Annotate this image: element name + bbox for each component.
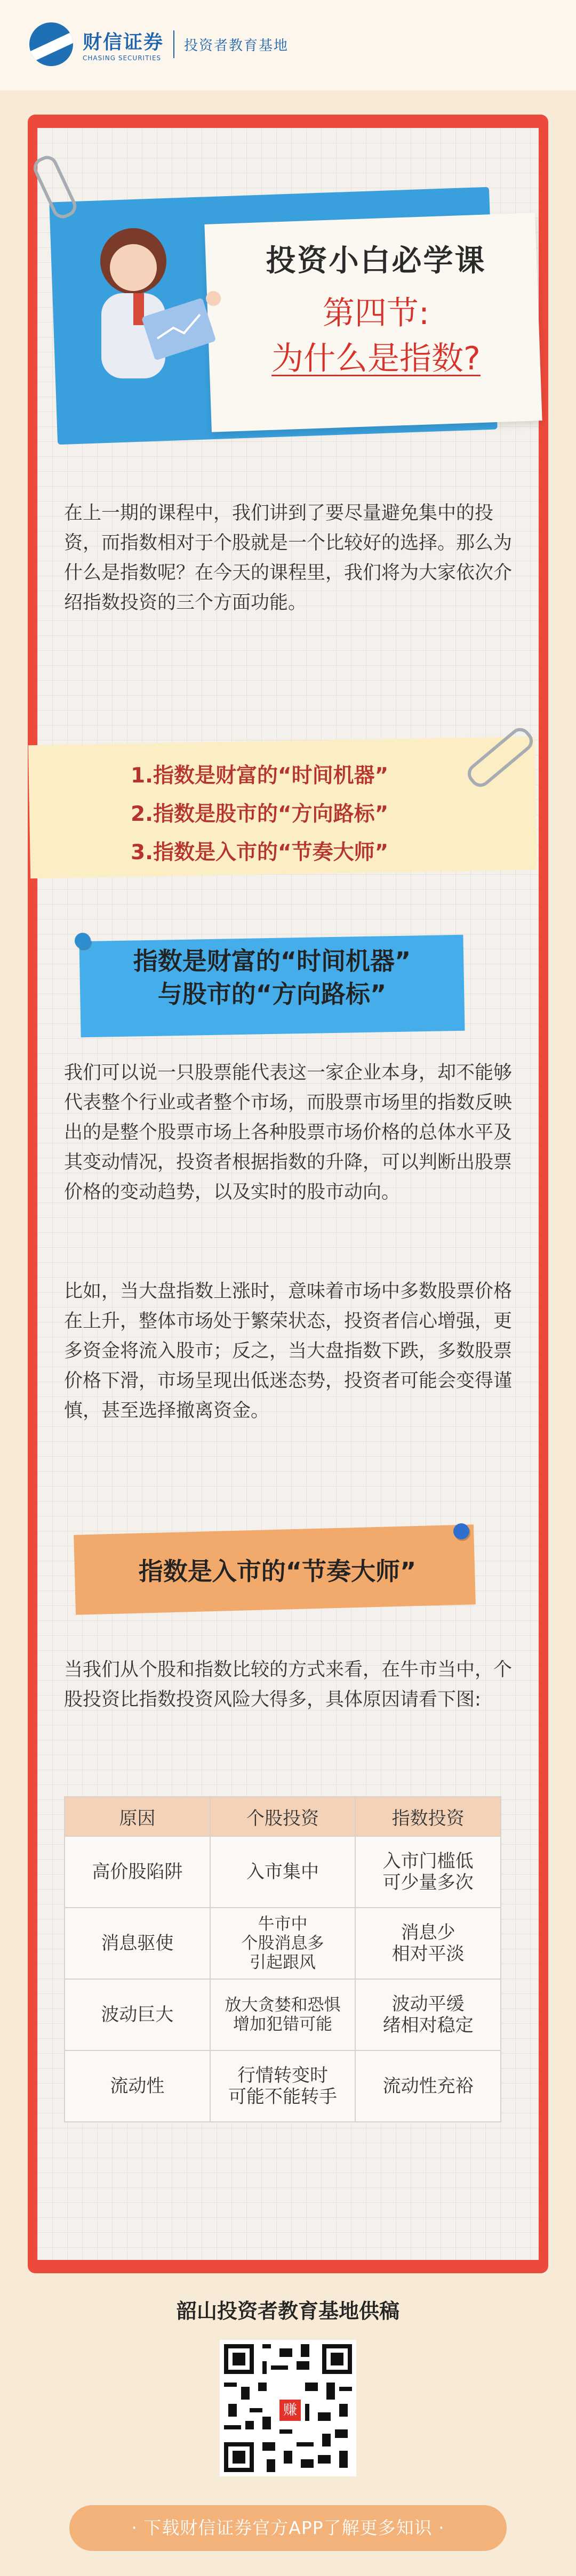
table-cell: 消息驱使 bbox=[65, 1908, 210, 1979]
pushpin-icon bbox=[453, 1523, 469, 1539]
table-header-row bbox=[65, 1797, 501, 1836]
table-row bbox=[65, 2050, 501, 2122]
section2-paragraph: 当我们从个股和指数比较的方式来看，在牛市当中，个股投资比指数投资风险大得多，具体原因请看下图: bbox=[64, 1659, 513, 1710]
intro-paragraph: 在上一期的课程中，我们讲到了要尽量避免集中的投资，而指数相对于个股就是一个比较好的选择。那么为什么是指数呢？在今天的课程里，我们将为大家依次介绍指数投资的三个方面功能。 bbox=[64, 503, 513, 613]
table-cell: 波动平缓 绪相对稳定 bbox=[355, 1979, 501, 2050]
list-item: 3.指数是入市的“节奏大师” bbox=[131, 841, 389, 865]
section1-paragraph-2: 比如，当大盘指数上涨时，意味着市场中多数股票价格在上升，整体市场处于繁荣状态，投资者信心增强，更多资金将流入股市；反之，当大盘指数下跌，多数股票价格下滑，市场呈现出低迷态势，投资者可能会变得谨慎，甚至选择撤离资金。 bbox=[64, 1281, 513, 1422]
table-cell: 入市门槛低 可少量多次 bbox=[355, 1836, 501, 1908]
table-header-cell: 个股投资 bbox=[210, 1797, 356, 1836]
provider-credit: 韶山投资者教育基地供稿 bbox=[176, 2299, 399, 2323]
brand-subtitle: 投资者教育基地 bbox=[184, 37, 289, 54]
table-cell: 流动性充裕 bbox=[355, 2050, 501, 2122]
table-cell: 消息少 相对平淡 bbox=[355, 1908, 501, 1979]
qr-badge: 赚 bbox=[277, 2397, 303, 2423]
teacher-illustration-icon bbox=[53, 219, 229, 394]
table-cell: 流动性 bbox=[65, 2050, 210, 2122]
table-cell: 行情转变时 可能不能转手 bbox=[210, 2050, 356, 2122]
list-item: 2.指数是股市的“方向路标” bbox=[131, 802, 389, 826]
divider bbox=[173, 30, 174, 58]
lesson-question: 为什么是指数? bbox=[271, 340, 481, 377]
course-title: 投资小白必学课 bbox=[266, 244, 486, 278]
lesson-number: 第四节: bbox=[322, 295, 430, 332]
section1-heading bbox=[91, 944, 453, 1011]
top-bar bbox=[0, 0, 576, 91]
download-app-banner[interactable]: · 下载财信证券官方APP了解更多知识 · bbox=[69, 2505, 507, 2551]
table-row bbox=[65, 1836, 501, 1908]
comparison-table bbox=[64, 1796, 501, 2122]
list-item: 1.指数是财富的“时间机器” bbox=[131, 764, 389, 788]
table-header-cell: 指数投资 bbox=[355, 1797, 501, 1836]
qr-code[interactable] bbox=[220, 2340, 356, 2476]
brand-logo bbox=[29, 22, 289, 66]
brand-name-en: CHASING SECURITIES bbox=[83, 54, 162, 62]
brand-name-cn: 财信证券 bbox=[83, 31, 164, 53]
table-cell: 高价股陷阱 bbox=[65, 1836, 210, 1908]
functions-list bbox=[131, 757, 504, 872]
section1-paragraph-1: 我们可以说一只股票能代表这一家企业本身，却不能够代表整个行业或者整个市场，而股票市场里的指数反映出的是整个股票市场上各种股票市场价格的总体水平及其变动情况，投资者根据指数的升降，可以判断出股票价格的变动趋势，以及实时的股市动向。 bbox=[64, 1062, 513, 1203]
pushpin-icon bbox=[75, 933, 91, 949]
table-cell: 牛市中 个股消息多 引起跟风 bbox=[210, 1908, 356, 1979]
table-header-cell: 原因 bbox=[65, 1797, 210, 1836]
brand-text bbox=[83, 27, 164, 62]
table-cell: 放大贪婪和恐惧 增加犯错可能 bbox=[210, 1979, 356, 2050]
section1-heading-line1: 指数是财富的“时间机器” bbox=[133, 947, 411, 975]
brand-logo-icon bbox=[29, 22, 73, 66]
table-cell: 波动巨大 bbox=[65, 1979, 210, 2050]
section2-heading: 指数是入市的“节奏大师” bbox=[138, 1557, 417, 1586]
table-row bbox=[65, 1908, 501, 1979]
table-cell: 入市集中 bbox=[210, 1836, 356, 1908]
table-row bbox=[65, 1979, 501, 2050]
section1-heading-line2: 与股市的“方向路标” bbox=[157, 980, 387, 1008]
